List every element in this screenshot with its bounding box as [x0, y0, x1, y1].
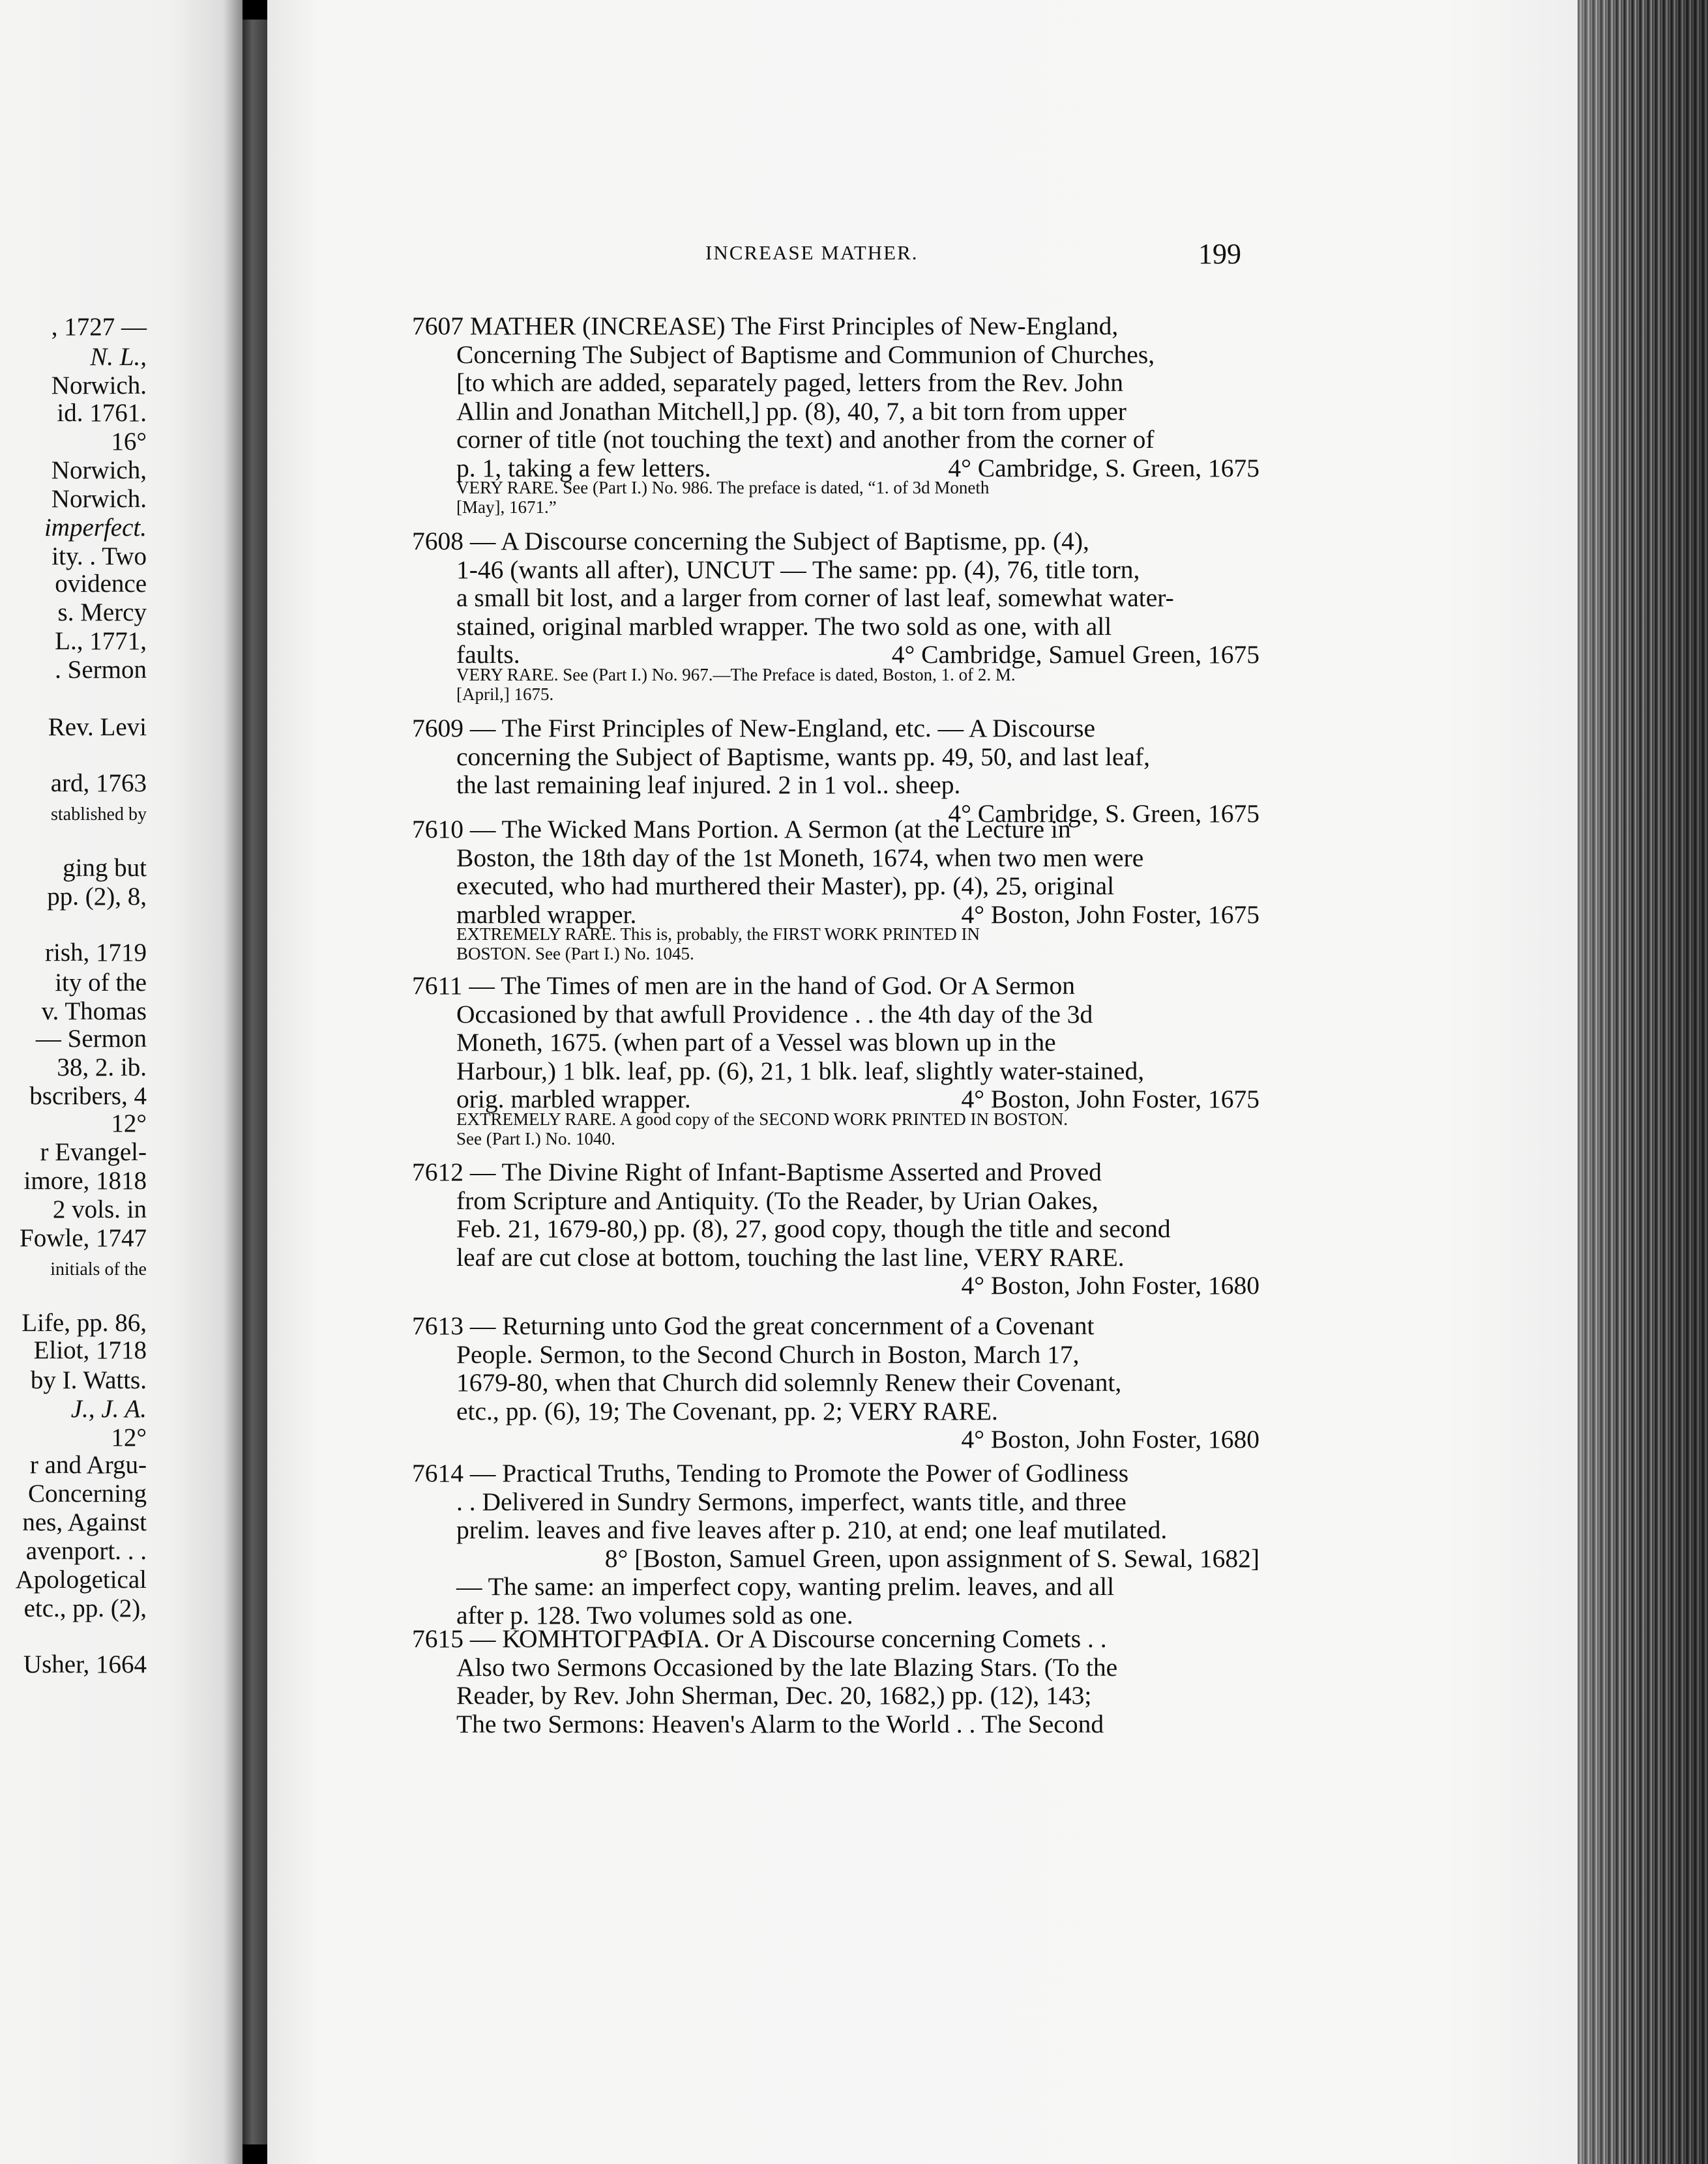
- left-page-line: nes, Against: [22, 1508, 147, 1536]
- entry-line: — The same: an imperfect copy, wanting prelim. leaves, and all: [456, 1572, 1115, 1601]
- entry-line: 7607 MATHER (INCREASE) The First Principles of New-England,: [412, 312, 1119, 340]
- left-page-line: J., J. A.: [70, 1395, 147, 1423]
- left-page-line: by I. Watts.: [30, 1366, 147, 1394]
- entry-line: p. 1, taking a few letters.: [456, 453, 711, 482]
- entry-line: after p. 128. Two volumes sold as one.: [456, 1600, 853, 1630]
- entry-line: Also two Sermons Occasioned by the late Blazing Stars. (To the: [456, 1652, 1118, 1682]
- left-page-line: v. Thomas: [41, 997, 147, 1025]
- entry-line: 7608 — A Discourse concerning the Subject of Baptisme, pp. (4),: [412, 527, 1089, 555]
- left-page-line: Rev. Levi: [48, 713, 147, 741]
- page-edges: [1578, 0, 1708, 2164]
- left-page-line: ging but: [63, 854, 147, 882]
- left-page-line: bscribers, 4: [29, 1082, 147, 1110]
- catalogue-entry: [412, 1624, 1259, 1820]
- entry-line: 1679-80, when that Church did solemnly Renew their Covenant,: [456, 1368, 1122, 1397]
- page-number: 199: [1198, 238, 1241, 270]
- book-gutter: [243, 20, 267, 2144]
- entry-note: EXTREMELY RARE. A good copy of the SECOND WORK PRINTED IN BOSTON.: [456, 1109, 1068, 1129]
- left-page-line: 12°: [111, 1424, 147, 1452]
- entry-note: VERY RARE. See (Part I.) No. 967.—The Preface is dated, Boston, 1. of 2. M.: [456, 664, 1016, 684]
- left-page-line: id. 1761.: [57, 399, 147, 427]
- left-page-line: imperfect.: [44, 514, 147, 542]
- left-page-line: , 1727 —: [51, 313, 147, 341]
- entry-line: etc., pp. (6), 19; The Covenant, pp. 2; VERY RARE.: [456, 1396, 998, 1426]
- entry-line: [to which are added, separately paged, letters from the Rev. John: [456, 368, 1123, 397]
- left-page-line: Concerning: [28, 1480, 147, 1508]
- running-head: INCREASE MATHER.: [705, 241, 919, 264]
- catalogue-entry: [412, 527, 1259, 722]
- entry-line: 4° Boston, John Foster, 1675: [961, 1085, 1259, 1113]
- entry-line: 4° Cambridge, S. Green, 1675: [948, 798, 1259, 828]
- left-page-line: Norwich.: [51, 372, 147, 400]
- left-page-line: imore, 1818: [23, 1167, 147, 1195]
- entry-line: 7613 — Returning unto God the great concernment of a Covenant: [412, 1311, 1095, 1340]
- entry-line: concerning the Subject of Baptisme, wants pp. 49, 50, and last leaf,: [456, 742, 1151, 771]
- entry-note: [May], 1671.”: [456, 497, 557, 517]
- entry-line: the last remaining leaf injured. 2 in 1 vol.. sheep.: [456, 770, 961, 799]
- entry-line: Allin and Jonathan Mitchell,] pp. (8), 40, 7, a bit torn from upper: [456, 396, 1126, 426]
- left-page-line: Norwich.: [51, 485, 147, 513]
- left-page-line: L., 1771,: [55, 627, 147, 655]
- left-page-line: 2 vols. in: [52, 1195, 147, 1223]
- entry-line: leaf are cut close at bottom, touching the last line, VERY RARE.: [456, 1242, 1125, 1272]
- left-page-line: Apologetical: [15, 1566, 147, 1594]
- entry-line: orig. marbled wrapper.: [456, 1085, 691, 1113]
- entry-line: The two Sermons: Heaven's Alarm to the World . . The Second: [456, 1709, 1104, 1738]
- entry-note: See (Part I.) No. 1040.: [456, 1128, 615, 1148]
- entry-line: corner of title (not touching the text) and another from the corner of: [456, 425, 1155, 454]
- left-page-line: Norwich,: [51, 456, 147, 484]
- entry-line: Reader, by Rev. John Sherman, Dec. 20, 1682,) pp. (12), 143;: [456, 1681, 1092, 1710]
- entry-line: 7611 — The Times of men are in the hand of God. Or A Sermon: [412, 971, 1076, 1000]
- entry-line: 7614 — Practical Truths, Tending to Promote the Power of Godliness: [412, 1459, 1129, 1487]
- left-page-line: avenport. . .: [25, 1537, 147, 1565]
- left-page-line: . Sermon: [55, 656, 147, 684]
- entry-line: 4° Boston, John Foster, 1680: [961, 1271, 1259, 1300]
- catalogue-entry: [412, 971, 1259, 1167]
- left-page-line: Fowle, 1747: [20, 1224, 147, 1252]
- left-page-line: Life, pp. 86,: [22, 1309, 147, 1337]
- entry-line: stained, original marbled wrapper. The two sold as one, with all: [456, 611, 1112, 641]
- left-page-line: initials of the: [50, 1259, 147, 1279]
- left-page-line: Usher, 1664: [23, 1650, 147, 1678]
- left-page-line: r and Argu-: [29, 1451, 147, 1479]
- entry-line: prelim. leaves and five leaves after p. 210, at end; one leaf mutilated.: [456, 1515, 1168, 1544]
- left-page-line: 16°: [111, 428, 147, 456]
- entry-line: Occasioned by that awfull Providence . . the 4th day of the 3d: [456, 999, 1093, 1029]
- left-page-line: 12°: [111, 1109, 147, 1137]
- entry-line: 7615 — ΚΟΜΗΤΟΓΡΑΦΙΑ. Or A Discourse concerning Comets . .: [412, 1624, 1107, 1653]
- entry-line: 7610 — The Wicked Mans Portion. A Sermon (at the Lecture in: [412, 815, 1071, 843]
- entry-line: faults.: [456, 640, 520, 669]
- left-page-line: pp. (2), 8,: [47, 883, 147, 911]
- entry-line: People. Sermon, to the Second Church in Boston, March 17,: [456, 1339, 1080, 1369]
- left-page-line: s. Mercy: [57, 598, 147, 626]
- entry-line: a small bit lost, and a larger from corner of last leaf, somewhat water-: [456, 583, 1174, 612]
- left-page-line: etc., pp. (2),: [23, 1594, 147, 1622]
- left-page-line: N. L.,: [90, 343, 147, 371]
- left-page-line: stablished by: [51, 804, 147, 825]
- entry-line: Concerning The Subject of Baptisme and Communion of Churches,: [456, 340, 1155, 369]
- entry-line: 1-46 (wants all after), UNCUT — The same: pp. (4), 76, title torn,: [456, 555, 1140, 584]
- entry-note: BOSTON. See (Part I.) No. 1045.: [456, 944, 694, 963]
- entry-line: 4° Cambridge, Samuel Green, 1675: [891, 640, 1259, 669]
- entry-line: Feb. 21, 1679-80,) pp. (8), 27, good copy, though the title and second: [456, 1214, 1171, 1243]
- left-page-line: ovidence: [55, 570, 147, 598]
- left-page-line: Eliot, 1718: [33, 1336, 147, 1364]
- entry-line: 4° Boston, John Foster, 1680: [961, 1425, 1259, 1454]
- entry-line: Moneth, 1675. (when part of a Vessel was blown up in the: [456, 1028, 1056, 1057]
- left-page-line: — Sermon: [35, 1025, 147, 1053]
- catalogue-entry: [412, 312, 1259, 517]
- entry-line: 4° Boston, John Foster, 1675: [961, 899, 1259, 929]
- left-page-line: ity of the: [55, 969, 147, 997]
- entry-line: 7609 — The First Principles of New-England, etc. — A Discourse: [412, 714, 1096, 742]
- entry-line: 7612 — The Divine Right of Infant-Baptisme Asserted and Proved: [412, 1158, 1102, 1186]
- entry-line: Harbour,) 1 blk. leaf, pp. (6), 21, 1 blk. leaf, slightly water-stained,: [456, 1056, 1145, 1085]
- entry-line: executed, who had murthered their Master), pp. (4), 25, original: [456, 871, 1115, 900]
- entry-line: 4° Cambridge, S. Green, 1675: [948, 453, 1259, 482]
- entry-note: VERY RARE. See (Part I.) No. 986. The preface is dated, “1. of 3d Moneth: [456, 478, 990, 497]
- entry-line: Boston, the 18th day of the 1st Moneth, 1674, when two men were: [456, 843, 1144, 872]
- left-page-line: rish, 1719: [45, 939, 147, 967]
- entry-line: 8° [Boston, Samuel Green, upon assignment of S. Sewal, 1682]: [604, 1543, 1259, 1573]
- entry-line: from Scripture and Antiquity. (To the Reader, by Urian Oakes,: [456, 1186, 1098, 1215]
- entry-note: EXTREMELY RARE. This is, probably, the FIRST WORK PRINTED IN: [456, 924, 980, 944]
- entry-note: [April,] 1675.: [456, 684, 554, 704]
- left-page-line: 38, 2. ib.: [57, 1053, 147, 1081]
- left-page-line: ard, 1763: [50, 769, 147, 797]
- left-page-line: r Evangel-: [40, 1138, 147, 1166]
- left-page-line: ity. . Two: [52, 542, 147, 570]
- entry-line: . . Delivered in Sundry Sermons, imperfect, wants title, and three: [456, 1487, 1126, 1516]
- entry-line: marbled wrapper.: [456, 899, 637, 929]
